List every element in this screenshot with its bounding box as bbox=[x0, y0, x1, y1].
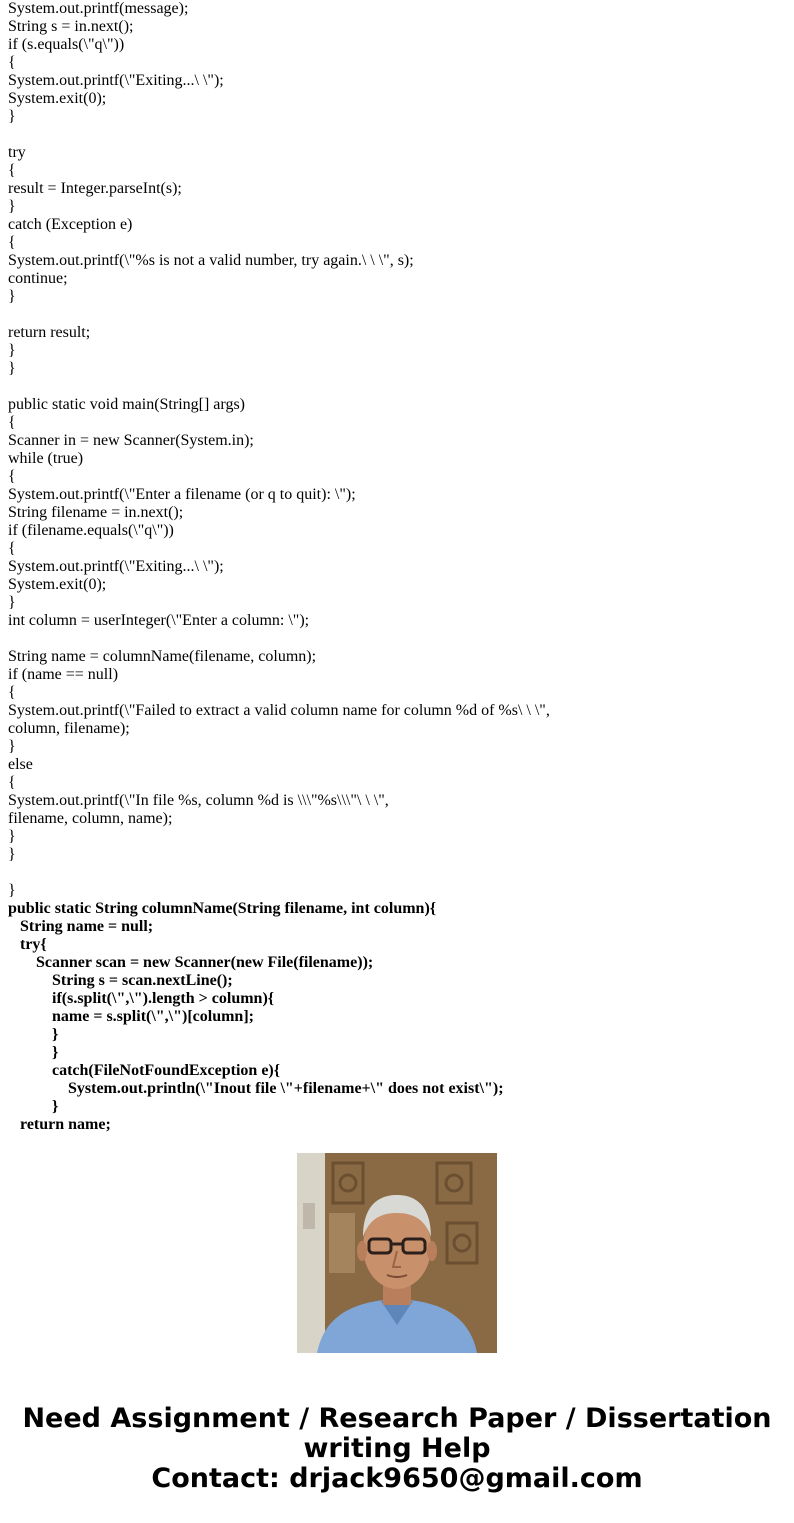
code-line: } bbox=[8, 882, 16, 899]
code-line: { bbox=[8, 684, 16, 701]
code-line: if (name == null) bbox=[8, 666, 119, 683]
code-line: { bbox=[8, 414, 16, 431]
code-line bbox=[8, 864, 794, 882]
code-line: String s = in.next(); bbox=[8, 18, 134, 35]
code-line: name = s.split(\",\")[column]; bbox=[8, 1008, 254, 1025]
code-line: System.out.println(\"Inout file \"+filename+\" does not exist\"); bbox=[8, 1080, 504, 1097]
code-line: { bbox=[8, 234, 16, 251]
code-line: Scanner scan = new Scanner(new File(filename)); bbox=[8, 954, 374, 971]
code-line: } bbox=[8, 594, 16, 611]
person-photo-icon bbox=[297, 1153, 497, 1353]
code-line: { bbox=[8, 468, 16, 485]
code-line: String filename = in.next(); bbox=[8, 504, 184, 521]
code-line: } bbox=[8, 1098, 59, 1115]
code-line: return result; bbox=[8, 324, 91, 341]
code-line: System.out.printf(\"Exiting...\ \"); bbox=[8, 558, 224, 575]
code-line: return name; bbox=[8, 1116, 111, 1133]
code-line: } bbox=[8, 342, 16, 359]
code-line: catch(FileNotFoundException e){ bbox=[8, 1062, 281, 1079]
code-line: while (true) bbox=[8, 450, 84, 467]
code-line: { bbox=[8, 54, 16, 71]
code-line: } bbox=[8, 108, 16, 125]
code-line: public static String columnName(String filename, int column){ bbox=[8, 900, 437, 917]
code-line: if(s.split(\",\").length > column){ bbox=[8, 990, 275, 1007]
code-line: } bbox=[8, 828, 16, 845]
code-line: System.exit(0); bbox=[8, 576, 107, 593]
author-avatar bbox=[297, 1153, 497, 1353]
code-line: } bbox=[8, 288, 16, 305]
code-line: { bbox=[8, 540, 16, 557]
code-line bbox=[8, 306, 794, 324]
code-line: { bbox=[8, 162, 16, 179]
code-line: System.out.printf(\"Failed to extract a valid column name for column %d of %s\ \ \", bbox=[8, 702, 550, 719]
code-line bbox=[8, 126, 794, 144]
code-line: System.out.printf(\"In file %s, column %d is \\\"%s\\\"\ \ \", bbox=[8, 792, 389, 809]
contact-email[interactable]: Contact: drjack9650@gmail.com bbox=[151, 1463, 643, 1494]
code-line: Scanner in = new Scanner(System.in); bbox=[8, 432, 254, 449]
code-line: try{ bbox=[8, 936, 47, 953]
code-line: try bbox=[8, 144, 26, 161]
code-line: catch (Exception e) bbox=[8, 216, 133, 233]
code-line: String s = scan.nextLine(); bbox=[8, 972, 233, 989]
code-line: } bbox=[8, 738, 16, 755]
code-line: result = Integer.parseInt(s); bbox=[8, 180, 182, 197]
code-line: public static void main(String[] args) bbox=[8, 396, 245, 413]
code-line: if (s.equals(\"q\")) bbox=[8, 36, 125, 53]
code-line: filename, column, name); bbox=[8, 810, 173, 827]
code-line: column, filename); bbox=[8, 720, 130, 737]
code-line: } bbox=[8, 1026, 59, 1043]
code-line: { bbox=[8, 774, 16, 791]
code-line: continue; bbox=[8, 270, 68, 287]
code-line: System.exit(0); bbox=[8, 90, 107, 107]
code-line: String name = columnName(filename, column); bbox=[8, 648, 317, 665]
code-line: System.out.printf(\"Exiting...\ \"); bbox=[8, 72, 224, 89]
code-line: } bbox=[8, 360, 16, 377]
code-line: int column = userInteger(\"Enter a column: \"); bbox=[8, 612, 310, 629]
banner-line-1: Need Assignment / Research Paper / Dissertation bbox=[22, 1403, 772, 1434]
code-line: String name = null; bbox=[8, 918, 154, 935]
code-line: if (filename.equals(\"q\")) bbox=[8, 522, 174, 539]
code-line: else bbox=[8, 756, 33, 773]
banner-line-2: writing Help bbox=[303, 1433, 491, 1464]
code-line: System.out.printf(\"Enter a filename (or q to quit): \"); bbox=[8, 486, 356, 503]
contact-banner bbox=[0, 1404, 794, 1494]
code-line: System.out.printf(\"%s is not a valid number, try again.\ \ \", s); bbox=[8, 252, 414, 269]
code-line bbox=[8, 630, 794, 648]
code-line: } bbox=[8, 198, 16, 215]
code-line: } bbox=[8, 1044, 59, 1061]
code-line bbox=[8, 378, 794, 396]
code-line: } bbox=[8, 846, 16, 863]
code-line: System.out.printf(message); bbox=[8, 0, 189, 17]
